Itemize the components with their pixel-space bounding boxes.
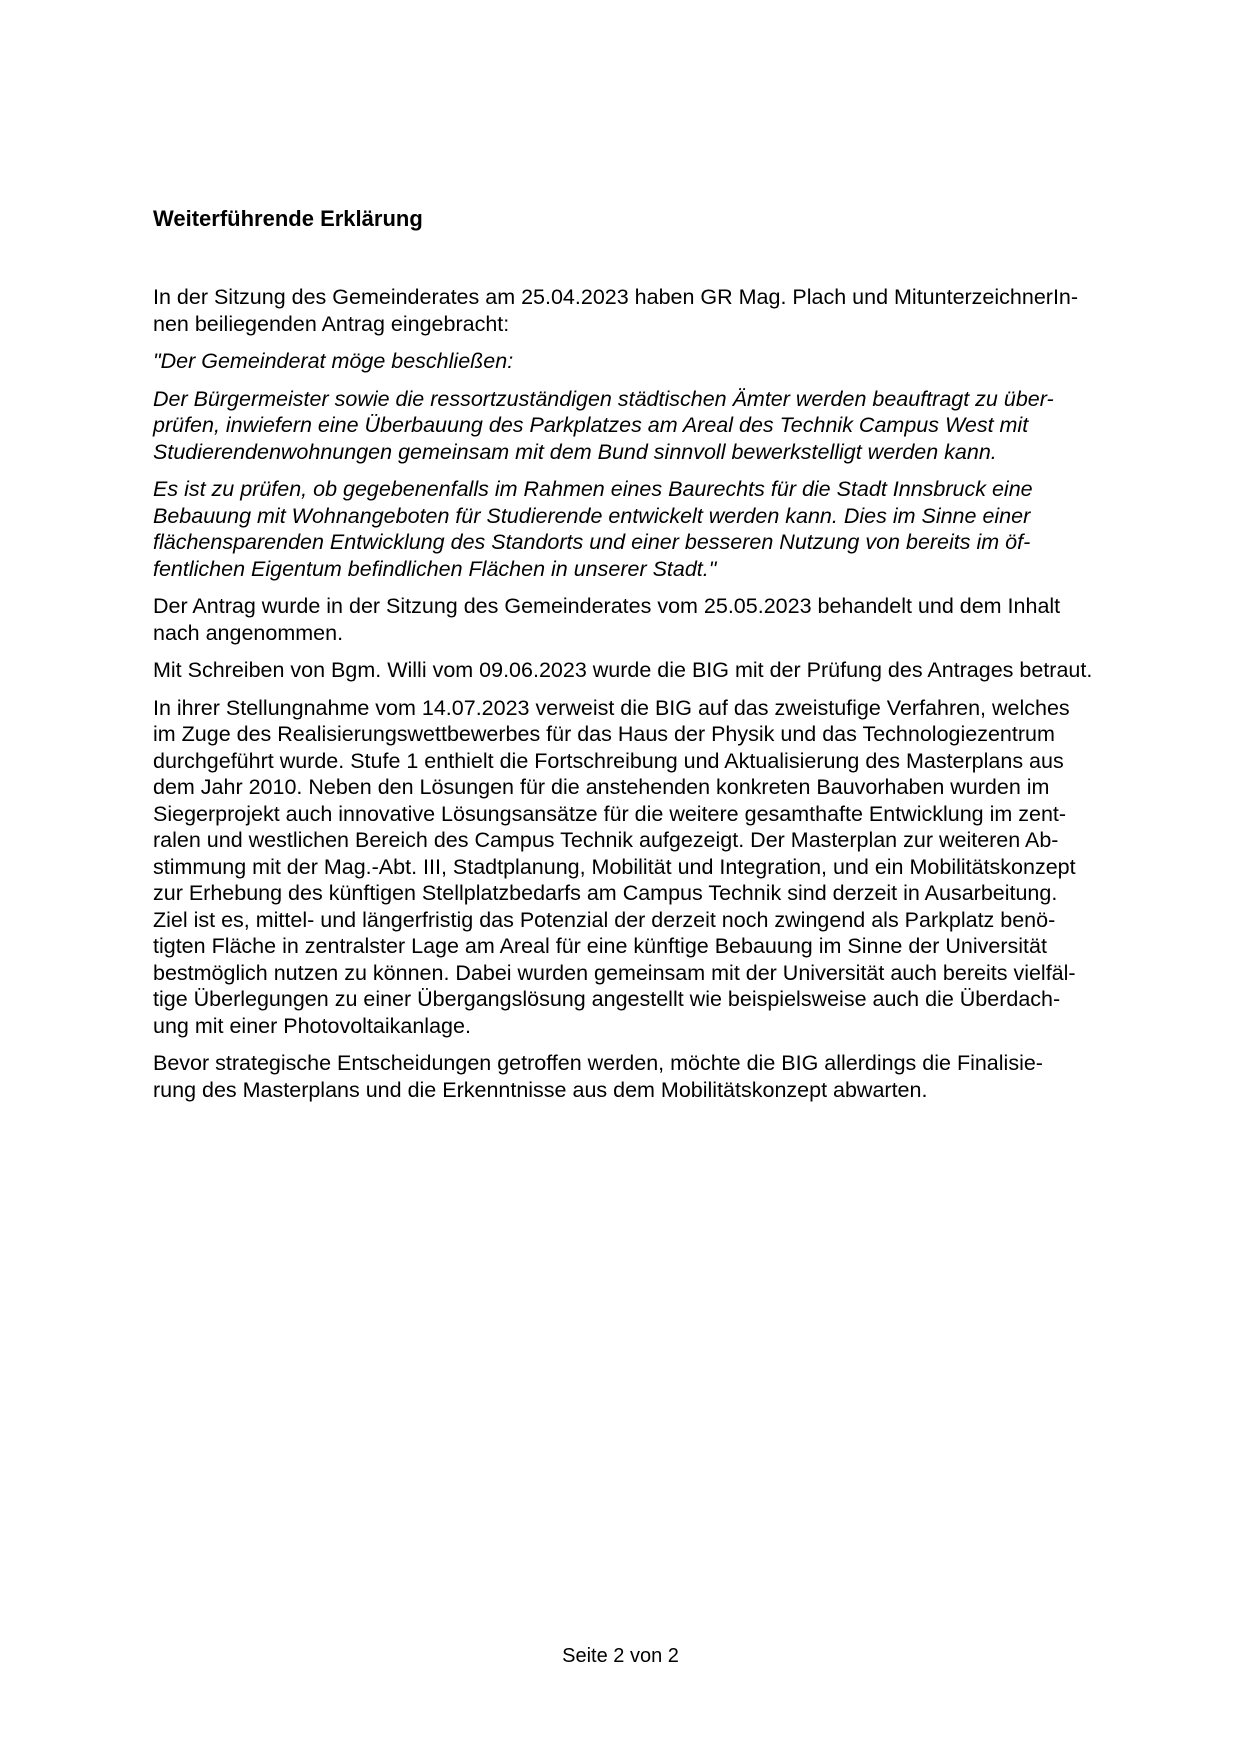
text-line: ung mit einer Photovoltaikanlage. [153, 1013, 471, 1038]
document-heading: Weiterführende Erklärung [153, 206, 423, 231]
text-line: durchgeführt wurde. Stufe 1 enthielt die Fortschreibung und Aktualisierung des Masterplans aus [153, 748, 1064, 773]
text-line: flächensparenden Entwicklung des Standorts und einer besseren Nutzung von bereits im öf- [153, 530, 1031, 554]
body-paragraph [153, 1050, 1133, 1103]
text-line: Bebauung mit Wohnangeboten für Studierende entwickelt werden kann. Dies im Sinne einer [153, 503, 1031, 528]
text-line: nen beiliegenden Antrag eingebracht: [153, 311, 510, 336]
body-paragraph [153, 695, 1133, 1040]
body-paragraph [153, 284, 1133, 337]
text-line: Es ist zu prüfen, ob gegebenenfalls im Rahmen eines Baurechts für die Stadt Innsbruck eine [153, 477, 1033, 501]
text-line: dem Jahr 2010. Neben den Lösungen für die anstehenden konkreten Bauvorhaben wurden im [153, 775, 1050, 799]
text-line: rung des Masterplans und die Erkenntnisse aus dem Mobilitätskonzept abwarten. [153, 1077, 928, 1102]
text-line: nach angenommen. [153, 620, 344, 645]
text-line: prüfen, inwiefern eine Überbauung des Parkplatzes am Areal des Technik Campus West mit [153, 413, 1029, 437]
body-paragraph [153, 657, 1133, 684]
quoted-motion-paragraph [153, 348, 1133, 375]
text-line: In der Sitzung des Gemeinderates am 25.04.2023 haben GR Mag. Plach und MitunterzeichnerIn- [153, 285, 1079, 309]
text-line: Der Antrag wurde in der Sitzung des Gemeinderates vom 25.05.2023 behandelt und dem Inhalt [153, 594, 1061, 618]
body-paragraph [153, 593, 1133, 646]
text-line: Siegerprojekt auch innovative Lösungsansätze für die weitere gesamthafte Entwicklung im zent- [153, 801, 1067, 826]
quoted-motion-paragraph [153, 476, 1133, 582]
text-line: Ziel ist es, mittel- und längerfristig das Potenzial der derzeit noch zwingend als Parkplatz benö- [153, 907, 1056, 932]
text-line: In ihrer Stellungnahme vom 14.07.2023 verweist die BIG auf das zweistufige Verfahren, welches [153, 695, 1070, 720]
text-line: stimmung mit der Mag.-Abt. III, Stadtplanung, Mobilität und Integration, und ein Mobilitätskonzept [153, 854, 1076, 879]
text-line: tige Überlegungen zu einer Übergangslösung angestellt wie beispielsweise auch die Überdach- [153, 987, 1061, 1011]
quoted-motion-paragraph [153, 386, 1133, 466]
text-line: bestmöglich nutzen zu können. Dabei wurden gemeinsam mit der Universität auch bereits vielfäl- [153, 960, 1076, 985]
page-number-footer: Seite 2 von 2 [562, 1645, 679, 1667]
text-line: zur Erhebung des künftigen Stellplatzbedarfs am Campus Technik sind derzeit in Ausarbeitung. [153, 881, 1058, 905]
document-body [153, 284, 1133, 1114]
text-line: ralen und westlichen Bereich des Campus Technik aufgezeigt. Der Masterplan zur weiteren Ab- [153, 828, 1059, 852]
text-line: Studierendenwohnungen gemeinsam mit dem Bund sinnvoll bewerkstelligt werden kann. [153, 439, 997, 464]
text-line: im Zuge des Realisierungswettbewerbes für das Haus der Physik und das Technologiezentrum [153, 722, 1055, 746]
text-line: tigten Fläche in zentralster Lage am Areal für eine künftige Bebauung im Sinne der Universität [153, 934, 1047, 958]
text-line: Bevor strategische Entscheidungen getroffen werden, möchte die BIG allerdings die Finalisie- [153, 1051, 1043, 1075]
text-line: Der Bürgermeister sowie die ressortzuständigen städtischen Ämter werden beauftragt zu über- [153, 386, 1054, 411]
text-line: "Der Gemeinderat möge beschließen: [153, 349, 514, 373]
text-line: fentlichen Eigentum befindlichen Flächen in unserer Stadt." [153, 556, 717, 581]
text-line: Mit Schreiben von Bgm. Willi vom 09.06.2023 wurde die BIG mit der Prüfung des Antrages betraut. [153, 658, 1093, 682]
